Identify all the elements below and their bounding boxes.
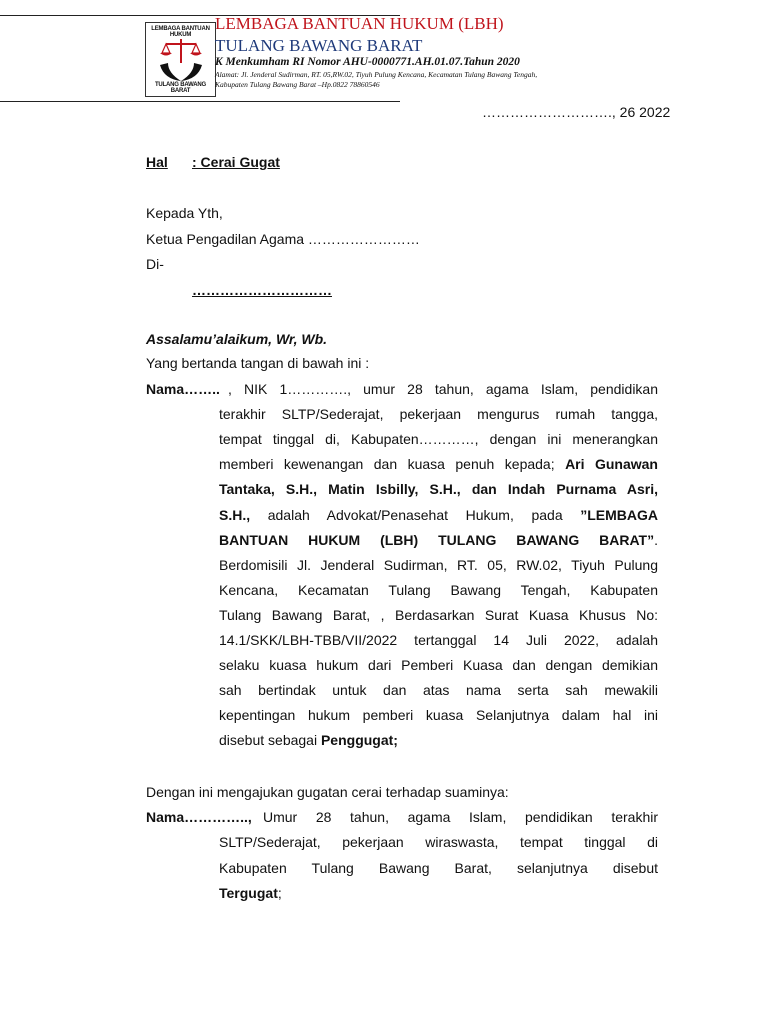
defendant-text: ;: [277, 884, 282, 901]
plaintiff-text: Tantaka, S.H., Matin Isbilly, S.H., dan Indah Purnama Asri,: [219, 481, 658, 498]
defendant-line: [219, 859, 658, 877]
lbh-logo: [145, 22, 216, 97]
plaintiff-text: Penggugat;: [320, 732, 398, 749]
plaintiff-text: terakhir SLTP/Sederajat, pekerjaan mengurus rumah tangga,: [219, 406, 658, 423]
plaintiff-line: [219, 531, 658, 549]
plaintiff-line: [219, 681, 658, 699]
defendant-text: Umur 28 tahun, agama Islam, pendidikan terakhir: [263, 809, 658, 825]
plaintiff-text: Berdomisili Jl. Jenderal Sudirman, RT. 05, RW.02, Tiyuh Pulung: [219, 556, 658, 573]
defendant-line: [219, 833, 658, 851]
header-bottom-rule: [0, 101, 400, 102]
defendant-text: Tergugat: [219, 884, 278, 901]
date-line: ………………………., 26 2022: [482, 104, 671, 120]
defendant-line: [263, 808, 658, 826]
defendant-line: [219, 884, 282, 902]
org-address-line2: Kabupaten Tulang Bawang Barat –Hp.0822 78860546: [215, 80, 380, 89]
org-name: LEMBAGA BANTUAN HUKUM (LBH): [215, 14, 504, 33]
plaintiff-text: .: [654, 531, 658, 548]
recipient-line3: Di-: [146, 256, 164, 272]
logo-top-text: LEMBAGA BANTUAN HUKUM: [151, 26, 210, 38]
intro-line: Yang bertanda tangan di bawah ini :: [146, 355, 370, 371]
plaintiff-text: sah bertindak untuk dan atas nama serta sah mewakili: [219, 682, 658, 699]
plaintiff-name-label: Nama……..: [146, 381, 220, 397]
subject-value: : Cerai Gugat: [192, 154, 280, 170]
plaintiff-line: [219, 455, 658, 473]
plaintiff-text: ”LEMBAGA: [580, 506, 658, 523]
plaintiff-line: [219, 606, 658, 624]
org-address-line1: Alamat: Jl. Jenderal Sudirman, RT. 05,RW.02, Tiyuh Pulung Kencana, Kecamatan Tulang Bawang Tengah,: [215, 70, 538, 79]
plaintiff-line: [219, 405, 658, 423]
plaintiff-text: Kencana, Kecamatan Tulang Bawang Tengah, Kabupaten: [219, 581, 658, 598]
plaintiff-line: [219, 706, 658, 724]
defendant-text: Kabupaten Tulang Bawang Barat, selanjutnya disebut: [219, 859, 658, 876]
recipient-line1: Kepada Yth,: [146, 205, 223, 221]
defendant-name-label: Nama…………..,: [146, 809, 252, 825]
plaintiff-line: [219, 480, 658, 498]
greeting: Assalamu’alaikum, Wr, Wb.: [146, 331, 328, 347]
plaintiff-line: [219, 556, 658, 574]
defendant-intro: Dengan ini mengajukan gugatan cerai terhadap suaminya:: [146, 784, 509, 800]
scales-hands-icon: [158, 35, 204, 85]
plaintiff-text: S.H.,: [219, 506, 251, 523]
defendant-text: SLTP/Sederajat, pekerjaan wiraswasta, tempat tinggal di: [219, 834, 658, 851]
plaintiff-text: selaku kuasa hukum dari Pemberi Kuasa dan dengan demikian: [219, 657, 658, 674]
org-region: TULANG BAWANG BARAT: [215, 36, 423, 55]
plaintiff-line: [219, 631, 658, 649]
plaintiff-text: memberi kewenangan dan kuasa penuh kepada;: [219, 456, 566, 473]
plaintiff-text: tempat tinggal di, Kabupaten…………, dengan ini menerangkan: [219, 431, 658, 448]
plaintiff-text: Ari Gunawan: [565, 456, 658, 473]
plaintiff-line: [219, 506, 658, 524]
plaintiff-line: [228, 380, 658, 398]
subject-label: Hal: [146, 154, 168, 170]
plaintiff-text: kepentingan hukum pemberi kuasa Selanjutnya dalam hal ini: [219, 707, 658, 724]
org-decree: K Menkumham RI Nomor AHU-0000771.AH.01.07.Tahun 2020: [215, 56, 520, 68]
plaintiff-text: 14.1/SKK/LBH-TBB/VII/2022 tertanggal 14 Juli 2022, adalah: [219, 632, 658, 648]
recipient-line2: Ketua Pengadilan Agama ……………………: [146, 231, 420, 247]
plaintiff-line: [219, 731, 398, 749]
plaintiff-text: , NIK 1…………., umur 28 tahun, agama Islam, pendidikan: [228, 381, 658, 397]
plaintiff-line: [219, 581, 658, 599]
plaintiff-text: adalah Advokat/Penasehat Hukum, pada: [250, 506, 581, 523]
plaintiff-line: [219, 430, 658, 448]
plaintiff-line: [219, 656, 658, 674]
recipient-place: …………………………: [192, 282, 332, 298]
logo-bottom-text: TULANG BAWANG BARAT: [154, 82, 207, 94]
plaintiff-text: disebut sebagai: [219, 732, 321, 749]
plaintiff-text: BANTUAN HUKUM (LBH) TULANG BAWANG BARAT”: [219, 531, 655, 548]
plaintiff-text: Tulang Bawang Barat, , Berdasarkan Surat Kuasa Khusus No:: [219, 606, 658, 623]
